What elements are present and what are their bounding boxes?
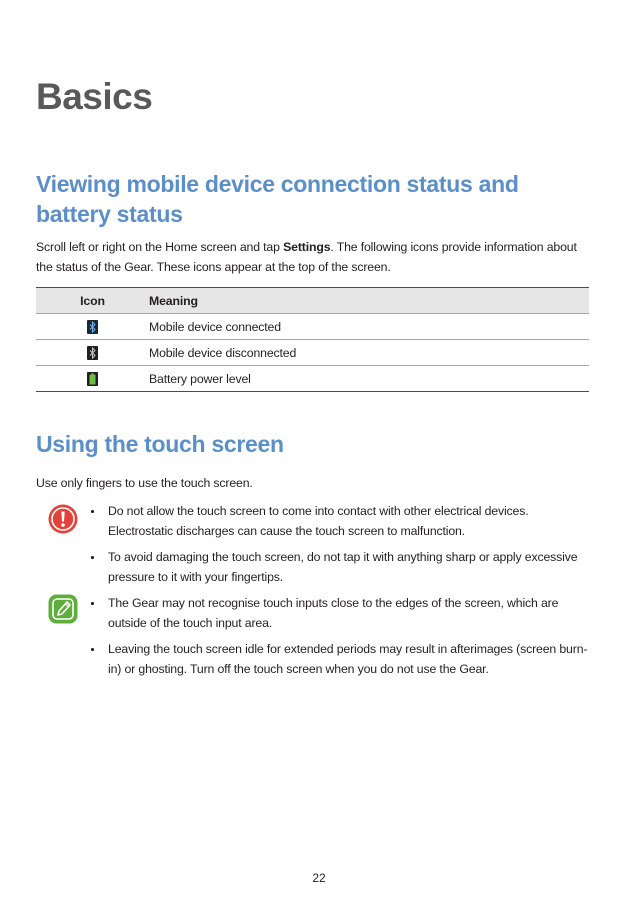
bluetooth-disconnected-icon [87,346,98,360]
section-heading-touch-screen: Using the touch screen [36,431,284,457]
table-cell-icon [36,314,149,340]
list-item: Leaving the touch screen idle for extended periods may result in afterimages (screen burn-in) or ghosting. Turn off the touch screen when you do not use the Gear. [88,639,588,679]
table-cell-meaning: Mobile device connected [149,319,281,334]
page-number: 22 [312,871,326,885]
settings-keyword: Settings [283,240,331,254]
caution-list [88,501,588,593]
table-cell-meaning: Battery power level [149,371,251,386]
status-icons-table [36,287,589,392]
connection-status-intro [36,237,596,277]
caution-icon [47,503,79,535]
table-cell-icon [36,366,149,392]
touch-screen-intro: Use only fingers to use the touch screen. [36,476,253,490]
table-header-row [36,288,589,314]
section-heading-connection-status: Viewing mobile device connection status and battery status [36,171,519,227]
list-item: To avoid damaging the touch screen, do not tap it with anything sharp or apply excessive pressure to it with your fingertips. [88,547,588,587]
note-pencil-icon [47,593,79,625]
column-header-meaning: Meaning [149,293,198,308]
column-header-icon: Icon [80,293,105,308]
list-item: The Gear may not recognise touch inputs close to the edges of the screen, which are outside of the touch input area. [88,593,588,633]
intro-text-before: Scroll left or right on the Home screen and tap [36,240,284,254]
notice-list [88,593,588,685]
bluetooth-connected-icon [87,320,98,334]
list-item: Do not allow the touch screen to come into contact with other electrical devices. Electrostatic discharges can cause the touch screen to malfunction. [88,501,588,541]
table-cell-meaning: Mobile device disconnected [149,345,297,360]
intro-text-after: . The following icons provide information about the status of the Gear. These icons appear at the top of the screen. [36,240,577,274]
table-row [36,314,589,340]
chapter-title: Basics [36,76,153,117]
table-row [36,366,589,392]
table-row [36,340,589,366]
battery-icon [87,372,98,386]
table-cell-icon [36,340,149,366]
